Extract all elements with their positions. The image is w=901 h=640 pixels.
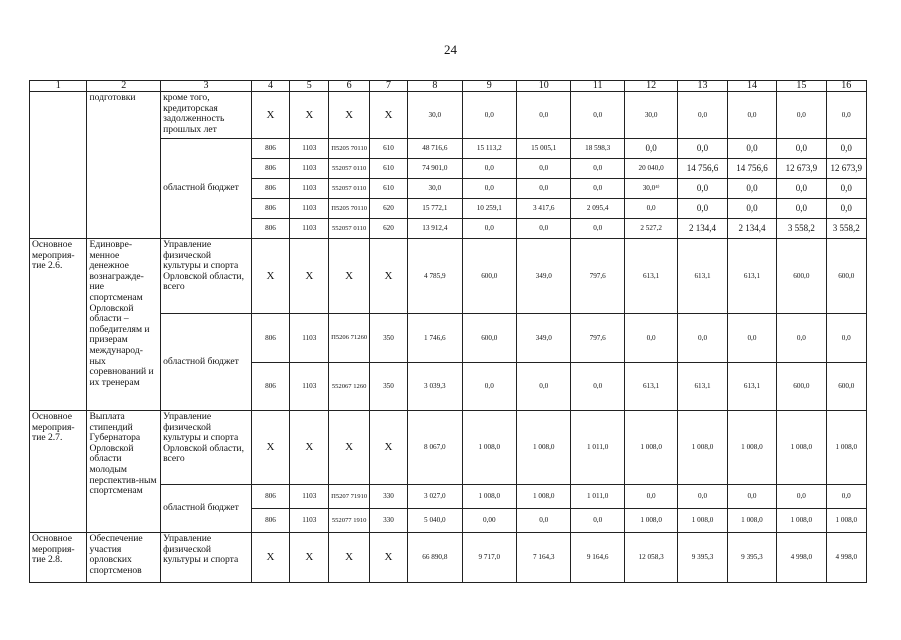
table-cell: 797,6	[571, 314, 624, 363]
table-cell: 3 558,2	[777, 219, 826, 239]
table-cell: 3 558,2	[826, 219, 866, 239]
table-cell: 0,0	[678, 179, 727, 199]
table-cell: Х	[290, 92, 329, 139]
table-cell: 0,0	[727, 179, 776, 199]
table-cell: 20 040,0	[624, 159, 677, 179]
table-cell: 1 008,0	[624, 509, 677, 533]
table-cell: 0,0	[517, 92, 571, 139]
table-cell: 0,0	[624, 139, 677, 159]
funding-source: Управление физической культуры и спорта	[161, 533, 252, 583]
table-cell: 1103	[290, 139, 329, 159]
funding-source: областной бюджет	[161, 485, 252, 533]
table-cell: 806	[251, 485, 289, 509]
table-cell: 1103	[290, 199, 329, 219]
table-cell: 30,0	[624, 92, 677, 139]
table-cell: Х	[251, 239, 289, 314]
table-cell: 1 008,0	[678, 509, 727, 533]
table-cell: Х	[329, 533, 369, 583]
table-cell: 2 134,4	[727, 219, 776, 239]
table-cell: 613,1	[678, 363, 727, 411]
table-cell: 0,0	[678, 139, 727, 159]
column-header: 11	[571, 81, 624, 92]
table-cell: 0,0	[624, 314, 677, 363]
table-cell: 66 890,8	[408, 533, 462, 583]
table-cell: 9 395,3	[727, 533, 776, 583]
table-cell: Х	[329, 92, 369, 139]
table-cell: 1 008,0	[777, 509, 826, 533]
measure-name: Основное мероприя-тие 2.7.	[30, 411, 87, 533]
table-cell: 613,1	[727, 363, 776, 411]
table-cell: 30,0⁴⁾	[624, 179, 677, 199]
table-cell: Х	[251, 533, 289, 583]
column-header: 13	[678, 81, 727, 92]
table-cell: 2 134,4	[678, 219, 727, 239]
table-cell: 4 998,0	[777, 533, 826, 583]
table-cell: 1103	[290, 179, 329, 199]
table-cell: 0,0	[826, 139, 866, 159]
table-cell: 600,0	[826, 239, 866, 314]
table-cell: П5207 71910	[329, 485, 369, 509]
table-cell: 350	[369, 314, 407, 363]
table-cell: 1103	[290, 363, 329, 411]
table-row	[30, 92, 867, 139]
column-header: 3	[161, 81, 252, 92]
table-cell: 806	[251, 363, 289, 411]
table-cell: 0,0	[777, 92, 826, 139]
table-cell: 9 717,0	[462, 533, 516, 583]
table-cell: 797,6	[571, 239, 624, 314]
table-cell: 806	[251, 219, 289, 239]
table-cell: Х	[329, 411, 369, 485]
table-cell: 4 785,9	[408, 239, 462, 314]
column-header: 6	[329, 81, 369, 92]
table-cell: 0,00	[462, 509, 516, 533]
table-cell: Х	[290, 533, 329, 583]
table-cell: 1 008,0	[727, 411, 776, 485]
table-cell: 1103	[290, 314, 329, 363]
table-cell: Х	[329, 239, 369, 314]
table-cell: П5206 71260	[329, 314, 369, 363]
table-cell: 0,0	[826, 179, 866, 199]
table-cell: 806	[251, 199, 289, 219]
table-cell: 610	[369, 159, 407, 179]
table-cell: 1 008,0	[462, 485, 516, 509]
table-cell: 0,0	[678, 314, 727, 363]
table-cell: 15 005,1	[517, 139, 571, 159]
table-cell: 0,0	[517, 219, 571, 239]
table-cell: 0,0	[517, 159, 571, 179]
column-header: 10	[517, 81, 571, 92]
table-cell: 7 164,3	[517, 533, 571, 583]
table-cell: 0,0	[826, 485, 866, 509]
measure-name: Основное мероприя-тие 2.6.	[30, 239, 87, 411]
table-cell: 0,0	[826, 92, 866, 139]
header-row	[30, 81, 867, 92]
table-cell: 1 008,0	[777, 411, 826, 485]
table-cell: 18 598,3	[571, 139, 624, 159]
table-cell: 0,0	[727, 92, 776, 139]
table-cell: 806	[251, 179, 289, 199]
column-header: 5	[290, 81, 329, 92]
table-cell: 0,0	[727, 139, 776, 159]
table-cell: 613,1	[678, 239, 727, 314]
table-cell: 0,0	[517, 179, 571, 199]
table-cell: 1 008,0	[826, 509, 866, 533]
table-cell: 12 673,9	[777, 159, 826, 179]
table-cell: 552057 0110	[329, 159, 369, 179]
table-cell: 1 008,0	[517, 411, 571, 485]
measure-description: подготовки	[87, 92, 161, 239]
table-cell: 0,0	[462, 363, 516, 411]
table-cell: 1 008,0	[462, 411, 516, 485]
table-cell: 806	[251, 159, 289, 179]
table-cell: 9 395,3	[678, 533, 727, 583]
table-cell: Х	[369, 92, 407, 139]
table-cell: 1 011,0	[571, 411, 624, 485]
table-cell: 0,0	[826, 199, 866, 219]
table-cell: 330	[369, 485, 407, 509]
table-cell: 0,0	[624, 199, 677, 219]
table-cell: 74 901,0	[408, 159, 462, 179]
table-cell: 13 912,4	[408, 219, 462, 239]
table-cell: 0,0	[517, 509, 571, 533]
table-cell: 1103	[290, 485, 329, 509]
table-cell: 600,0	[462, 239, 516, 314]
table-cell: 349,0	[517, 314, 571, 363]
table-cell: 0,0	[727, 314, 776, 363]
table-cell: Х	[251, 92, 289, 139]
table-cell: 613,1	[624, 239, 677, 314]
column-header: 12	[624, 81, 677, 92]
table-cell: 15 772,1	[408, 199, 462, 219]
table-cell: 1103	[290, 219, 329, 239]
table-cell: 0,0	[777, 179, 826, 199]
table-cell: П5205 70110	[329, 139, 369, 159]
column-header: 9	[462, 81, 516, 92]
table-cell: 14 756,6	[727, 159, 776, 179]
table-cell: 350	[369, 363, 407, 411]
table-cell: П5205 70110	[329, 199, 369, 219]
table-cell: 2 095,4	[571, 199, 624, 219]
table-cell: 48 716,6	[408, 139, 462, 159]
table-cell: 349,0	[517, 239, 571, 314]
table-cell: 30,0	[408, 179, 462, 199]
table-cell: 1 746,6	[408, 314, 462, 363]
table-cell: 806	[251, 314, 289, 363]
table-cell: 0,0	[777, 139, 826, 159]
table-cell: 0,0	[462, 219, 516, 239]
table-cell: 15 113,2	[462, 139, 516, 159]
table-cell: 0,0	[678, 92, 727, 139]
column-header: 8	[408, 81, 462, 92]
table-cell: 1103	[290, 509, 329, 533]
table-cell: 3 039,3	[408, 363, 462, 411]
funding-source: областной бюджет	[161, 139, 252, 239]
table-cell: 1103	[290, 159, 329, 179]
table-cell: 610	[369, 139, 407, 159]
table-cell: 12 673,9	[826, 159, 866, 179]
table-cell: 10 259,1	[462, 199, 516, 219]
table-cell: 0,0	[571, 159, 624, 179]
table-cell: 0,0	[777, 314, 826, 363]
funding-source: Управление физической культуры и спорта Орловской области, всего	[161, 239, 252, 314]
table-cell: 14 756,6	[678, 159, 727, 179]
table-cell: 613,1	[727, 239, 776, 314]
table-cell: 5 040,0	[408, 509, 462, 533]
table-cell: 0,0	[571, 179, 624, 199]
table-cell: 0,0	[678, 485, 727, 509]
column-header: 1	[30, 81, 87, 92]
table-cell: Х	[290, 239, 329, 314]
table-row	[30, 239, 867, 314]
table-cell: 600,0	[777, 363, 826, 411]
table-row	[30, 411, 867, 485]
table-cell: 610	[369, 179, 407, 199]
funding-source: Управление физической культуры и спорта Орловской области, всего	[161, 411, 252, 485]
table-cell: 0,0	[462, 92, 516, 139]
table-cell: 600,0	[826, 363, 866, 411]
table-cell: 0,0	[727, 485, 776, 509]
table-cell: 552057 0110	[329, 179, 369, 199]
table-cell: 0,0	[624, 485, 677, 509]
measure-description: Единовре-менное денежное вознагражде-ние спортсменам Орловской области – победителям и призерам международ-ных соревнований и их тренерам	[87, 239, 161, 411]
table-cell: 0,0	[462, 179, 516, 199]
table-cell: 8 067,0	[408, 411, 462, 485]
table-cell: 600,0	[777, 239, 826, 314]
table-cell: 552057 0110	[329, 219, 369, 239]
table-cell: 1 008,0	[517, 485, 571, 509]
table-cell: 0,0	[571, 219, 624, 239]
table-cell: 12 058,3	[624, 533, 677, 583]
table-cell: 1 008,0	[624, 411, 677, 485]
column-header: 14	[727, 81, 776, 92]
table-cell: 0,0	[777, 199, 826, 219]
table-cell: 806	[251, 509, 289, 533]
table-cell: 620	[369, 199, 407, 219]
column-header: 16	[826, 81, 866, 92]
funding-source: кроме того, кредиторская задолженность прошлых лет	[161, 92, 252, 139]
table-cell: 620	[369, 219, 407, 239]
table-cell: 0,0	[571, 509, 624, 533]
table-cell: Х	[369, 239, 407, 314]
table-cell: 613,1	[624, 363, 677, 411]
table-cell: Х	[369, 533, 407, 583]
column-header: 15	[777, 81, 826, 92]
table-cell: 552067 1260	[329, 363, 369, 411]
measure-description: Обеспечение участия орловских спортсменов	[87, 533, 161, 583]
budget-table	[29, 80, 867, 583]
table-cell: Х	[290, 411, 329, 485]
table-cell: 552077 1910	[329, 509, 369, 533]
table-cell: 0,0	[571, 92, 624, 139]
column-header: 4	[251, 81, 289, 92]
table-cell: 0,0	[777, 485, 826, 509]
table-cell: 0,0	[571, 363, 624, 411]
table-row	[30, 533, 867, 583]
table-cell: 0,0	[678, 199, 727, 219]
measure-name: Основное мероприя-тие 2.8.	[30, 533, 87, 583]
table-cell: 1 011,0	[571, 485, 624, 509]
table-cell: Х	[251, 411, 289, 485]
table-cell: 3 027,0	[408, 485, 462, 509]
column-header: 7	[369, 81, 407, 92]
table-cell: 330	[369, 509, 407, 533]
table-cell: 2 527,2	[624, 219, 677, 239]
table-cell: 0,0	[727, 199, 776, 219]
table-cell: 0,0	[517, 363, 571, 411]
table-cell: 1 008,0	[826, 411, 866, 485]
table-cell: 0,0	[462, 159, 516, 179]
funding-source: областной бюджет	[161, 314, 252, 411]
table-cell: 4 998,0	[826, 533, 866, 583]
table-cell: Х	[369, 411, 407, 485]
table-cell: 3 417,6	[517, 199, 571, 219]
table-cell: 600,0	[462, 314, 516, 363]
measure-description: Выплата стипендий Губернатора Орловской области молодым перспектив-ным спортсменам	[87, 411, 161, 533]
table-cell: 806	[251, 139, 289, 159]
column-header: 2	[87, 81, 161, 92]
page-number: 24	[444, 42, 457, 57]
table-cell: 1 008,0	[727, 509, 776, 533]
table-cell: 30,0	[408, 92, 462, 139]
table-cell: 1 008,0	[678, 411, 727, 485]
measure-name	[30, 92, 87, 239]
table-cell: 0,0	[826, 314, 866, 363]
table-cell: 9 164,6	[571, 533, 624, 583]
